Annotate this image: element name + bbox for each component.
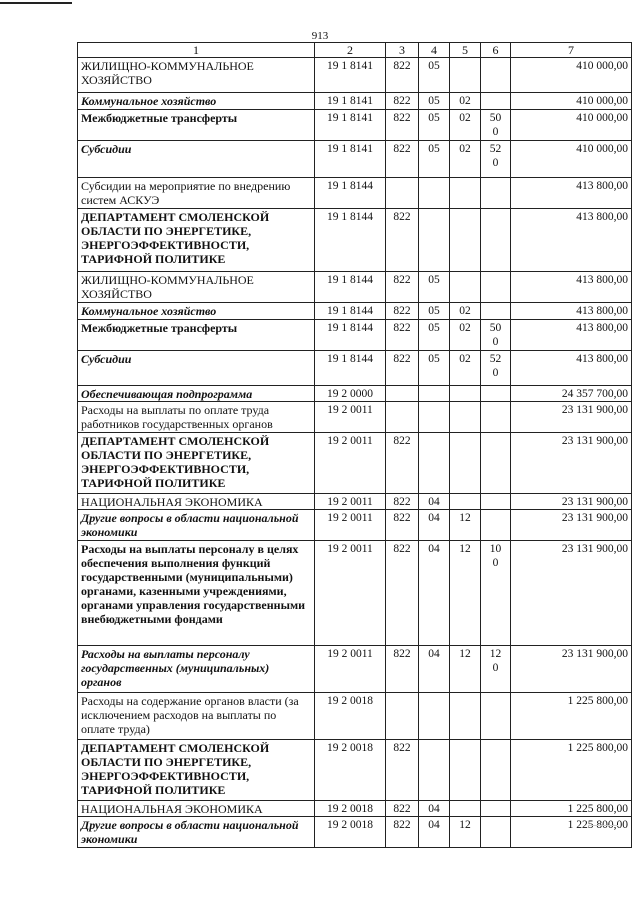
top-rule bbox=[0, 2, 72, 4]
amount-cell: 1 225 800,00 bbox=[511, 801, 632, 817]
target-article-cell: 19 2 0011 bbox=[315, 541, 386, 646]
subsection-cell: 12 bbox=[450, 646, 481, 693]
row-name-cell: Расходы на выплаты персоналу государственных (муниципальных) органов bbox=[78, 646, 315, 693]
table-row bbox=[78, 693, 632, 740]
ministry-code-cell: 822 bbox=[386, 646, 419, 693]
expense-type-cell: 50 0 bbox=[481, 110, 511, 141]
subsection-cell bbox=[450, 433, 481, 494]
table-row bbox=[78, 93, 632, 110]
amount-cell: 1 225 800,00 bbox=[511, 817, 632, 848]
subsection-cell: 02 bbox=[450, 303, 481, 320]
section-cell bbox=[419, 740, 450, 801]
subsection-cell: 02 bbox=[450, 93, 481, 110]
ministry-code-cell: 822 bbox=[386, 93, 419, 110]
column-header: 2 bbox=[315, 43, 386, 58]
table-row bbox=[78, 386, 632, 402]
subsection-cell bbox=[450, 386, 481, 402]
expense-type-cell bbox=[481, 272, 511, 303]
subsection-cell: 02 bbox=[450, 141, 481, 178]
row-name-cell: Коммунальное хозяйство bbox=[78, 303, 315, 320]
table-row bbox=[78, 110, 632, 141]
subsection-cell bbox=[450, 740, 481, 801]
expense-type-cell: 50 0 bbox=[481, 320, 511, 351]
ministry-code-cell: 822 bbox=[386, 141, 419, 178]
amount-cell: 410 000,00 bbox=[511, 110, 632, 141]
subsection-cell bbox=[450, 178, 481, 209]
target-article-cell: 19 2 0011 bbox=[315, 510, 386, 541]
table-row bbox=[78, 58, 632, 93]
section-cell: 05 bbox=[419, 272, 450, 303]
target-article-cell: 19 1 8141 bbox=[315, 141, 386, 178]
section-cell bbox=[419, 402, 450, 433]
ministry-code-cell: 822 bbox=[386, 303, 419, 320]
row-name-cell: Субсидии bbox=[78, 351, 315, 386]
expense-type-cell bbox=[481, 93, 511, 110]
page-number: 913 bbox=[311, 30, 329, 42]
section-cell bbox=[419, 693, 450, 740]
subsection-cell: 02 bbox=[450, 320, 481, 351]
row-name-cell: Субсидии на мероприятие по внедрению систем АСКУЭ bbox=[78, 178, 315, 209]
row-name-cell: ЖИЛИЩНО-КОММУНАЛЬНОЕ ХОЗЯЙСТВО bbox=[78, 272, 315, 303]
expense-type-cell bbox=[481, 58, 511, 93]
ministry-code-cell bbox=[386, 386, 419, 402]
ministry-code-cell: 822 bbox=[386, 740, 419, 801]
target-article-cell: 19 2 0011 bbox=[315, 494, 386, 510]
expense-type-cell bbox=[481, 494, 511, 510]
amount-cell: 413 800,00 bbox=[511, 209, 632, 272]
ministry-code-cell: 822 bbox=[386, 510, 419, 541]
target-article-cell: 19 2 0018 bbox=[315, 740, 386, 801]
section-cell: 05 bbox=[419, 93, 450, 110]
subsection-cell bbox=[450, 402, 481, 433]
section-cell: 04 bbox=[419, 510, 450, 541]
expense-type-cell: 52 0 bbox=[481, 351, 511, 386]
target-article-cell: 19 1 8141 bbox=[315, 93, 386, 110]
column-header: 6 bbox=[481, 43, 511, 58]
target-article-cell: 19 2 0018 bbox=[315, 801, 386, 817]
target-article-cell: 19 2 0018 bbox=[315, 817, 386, 848]
amount-cell: 410 000,00 bbox=[511, 141, 632, 178]
target-article-cell: 19 1 8144 bbox=[315, 351, 386, 386]
row-name-cell: Субсидии bbox=[78, 141, 315, 178]
row-name-cell: НАЦИОНАЛЬНАЯ ЭКОНОМИКА bbox=[78, 494, 315, 510]
target-article-cell: 19 2 0011 bbox=[315, 402, 386, 433]
amount-cell: 24 357 700,00 bbox=[511, 386, 632, 402]
ministry-code-cell: 822 bbox=[386, 58, 419, 93]
row-name-cell: Расходы на выплаты персоналу в целях обеспечения выполнения функций государственными (муниципальными) органами, казенными учреждениями, органами управления государственными внебюджетными фондами bbox=[78, 541, 315, 646]
column-header: 4 bbox=[419, 43, 450, 58]
row-name-cell: ДЕПАРТАМЕНТ СМОЛЕНСКОЙ ОБЛАСТИ ПО ЭНЕРГЕТИКЕ, ЭНЕРГОЭФФЕКТИВНОСТИ, ТАРИФНОЙ ПОЛИТИКЕ bbox=[78, 209, 315, 272]
amount-cell: 410 000,00 bbox=[511, 58, 632, 93]
row-name-cell: Другие вопросы в области национальной экономики bbox=[78, 817, 315, 848]
table-row bbox=[78, 740, 632, 801]
amount-cell: 23 131 900,00 bbox=[511, 402, 632, 433]
row-name-cell: Обеспечивающая подпрограмма bbox=[78, 386, 315, 402]
expense-type-cell bbox=[481, 801, 511, 817]
amount-cell: 413 800,00 bbox=[511, 303, 632, 320]
subsection-cell bbox=[450, 494, 481, 510]
amount-cell: 413 800,00 bbox=[511, 320, 632, 351]
subsection-cell bbox=[450, 272, 481, 303]
ministry-code-cell: 822 bbox=[386, 320, 419, 351]
table-row bbox=[78, 817, 632, 848]
amount-cell: 413 800,00 bbox=[511, 272, 632, 303]
amount-cell: 1 225 800,00 bbox=[511, 693, 632, 740]
expense-type-cell bbox=[481, 433, 511, 494]
target-article-cell: 19 1 8144 bbox=[315, 272, 386, 303]
amount-cell: 23 131 900,00 bbox=[511, 433, 632, 494]
expense-type-cell: 10 0 bbox=[481, 541, 511, 646]
amount-cell: 23 131 900,00 bbox=[511, 494, 632, 510]
row-name-cell: ЖИЛИЩНО-КОММУНАЛЬНОЕ ХОЗЯЙСТВО bbox=[78, 58, 315, 93]
ministry-code-cell: 822 bbox=[386, 433, 419, 494]
subsection-cell: 02 bbox=[450, 351, 481, 386]
table-row bbox=[78, 320, 632, 351]
table-row bbox=[78, 494, 632, 510]
section-cell: 05 bbox=[419, 110, 450, 141]
expense-type-cell bbox=[481, 693, 511, 740]
section-cell: 04 bbox=[419, 817, 450, 848]
expense-type-cell: 52 0 bbox=[481, 141, 511, 178]
subsection-cell bbox=[450, 209, 481, 272]
ministry-code-cell: 822 bbox=[386, 110, 419, 141]
budget-table bbox=[77, 42, 632, 848]
section-cell: 04 bbox=[419, 646, 450, 693]
subsection-cell bbox=[450, 801, 481, 817]
section-cell: 05 bbox=[419, 303, 450, 320]
ministry-code-cell bbox=[386, 402, 419, 433]
subsection-cell: 12 bbox=[450, 510, 481, 541]
target-article-cell: 19 2 0000 bbox=[315, 386, 386, 402]
ministry-code-cell: 822 bbox=[386, 541, 419, 646]
table-row bbox=[78, 801, 632, 817]
section-cell: 05 bbox=[419, 141, 450, 178]
ministry-code-cell: 822 bbox=[386, 209, 419, 272]
row-name-cell: Коммунальное хозяйство bbox=[78, 93, 315, 110]
column-header: 1 bbox=[78, 43, 315, 58]
ministry-code-cell: 822 bbox=[386, 351, 419, 386]
table-row bbox=[78, 303, 632, 320]
table-row bbox=[78, 209, 632, 272]
ministry-code-cell: 822 bbox=[386, 272, 419, 303]
section-cell: 04 bbox=[419, 494, 450, 510]
amount-cell: 413 800,00 bbox=[511, 351, 632, 386]
target-article-cell: 19 1 8141 bbox=[315, 58, 386, 93]
amount-cell: 1 225 800,00 bbox=[511, 740, 632, 801]
section-cell bbox=[419, 386, 450, 402]
table-row bbox=[78, 272, 632, 303]
ministry-code-cell bbox=[386, 693, 419, 740]
expense-type-cell bbox=[481, 817, 511, 848]
target-article-cell: 19 2 0018 bbox=[315, 693, 386, 740]
table-row bbox=[78, 178, 632, 209]
subsection-cell: 02 bbox=[450, 110, 481, 141]
table-row bbox=[78, 433, 632, 494]
column-header: 5 bbox=[450, 43, 481, 58]
target-article-cell: 19 1 8144 bbox=[315, 320, 386, 351]
subsection-cell: 12 bbox=[450, 541, 481, 646]
subsection-cell bbox=[450, 58, 481, 93]
section-cell bbox=[419, 178, 450, 209]
target-article-cell: 19 1 8144 bbox=[315, 209, 386, 272]
row-name-cell: ДЕПАРТАМЕНТ СМОЛЕНСКОЙ ОБЛАСТИ ПО ЭНЕРГЕТИКЕ, ЭНЕРГОЭФФЕКТИВНОСТИ, ТАРИФНОЙ ПОЛИТИКЕ bbox=[78, 433, 315, 494]
row-name-cell: Расходы на содержание органов власти (за исключением расходов на выплаты по оплате труда) bbox=[78, 693, 315, 740]
table-row bbox=[78, 646, 632, 693]
expense-type-cell bbox=[481, 402, 511, 433]
section-cell: 04 bbox=[419, 801, 450, 817]
expense-type-cell bbox=[481, 740, 511, 801]
target-article-cell: 19 1 8141 bbox=[315, 110, 386, 141]
amount-cell: 23 131 900,00 bbox=[511, 646, 632, 693]
expense-type-cell: 12 0 bbox=[481, 646, 511, 693]
expense-type-cell bbox=[481, 510, 511, 541]
table-row bbox=[78, 402, 632, 433]
table-row bbox=[78, 541, 632, 646]
row-name-cell: Межбюджетные трансферты bbox=[78, 110, 315, 141]
column-header: 3 bbox=[386, 43, 419, 58]
expense-type-cell bbox=[481, 303, 511, 320]
row-name-cell: Другие вопросы в области национальной экономики bbox=[78, 510, 315, 541]
target-article-cell: 19 2 0011 bbox=[315, 646, 386, 693]
section-cell: 05 bbox=[419, 320, 450, 351]
ministry-code-cell: 822 bbox=[386, 817, 419, 848]
header-row bbox=[78, 43, 632, 58]
table-row bbox=[78, 510, 632, 541]
ministry-code-cell bbox=[386, 178, 419, 209]
row-name-cell: НАЦИОНАЛЬНАЯ ЭКОНОМИКА bbox=[78, 801, 315, 817]
target-article-cell: 19 1 8144 bbox=[315, 178, 386, 209]
subsection-cell: 12 bbox=[450, 817, 481, 848]
ministry-code-cell: 822 bbox=[386, 494, 419, 510]
subsection-cell bbox=[450, 693, 481, 740]
margin-mark bbox=[588, 825, 618, 826]
expense-type-cell bbox=[481, 209, 511, 272]
target-article-cell: 19 2 0011 bbox=[315, 433, 386, 494]
section-cell bbox=[419, 209, 450, 272]
amount-cell: 23 131 900,00 bbox=[511, 510, 632, 541]
amount-cell: 23 131 900,00 bbox=[511, 541, 632, 646]
section-cell bbox=[419, 433, 450, 494]
section-cell: 05 bbox=[419, 351, 450, 386]
table-body bbox=[78, 58, 632, 848]
row-name-cell: Межбюджетные трансферты bbox=[78, 320, 315, 351]
table-row bbox=[78, 141, 632, 178]
column-header: 7 bbox=[511, 43, 632, 58]
target-article-cell: 19 1 8144 bbox=[315, 303, 386, 320]
row-name-cell: ДЕПАРТАМЕНТ СМОЛЕНСКОЙ ОБЛАСТИ ПО ЭНЕРГЕТИКЕ, ЭНЕРГОЭФФЕКТИВНОСТИ, ТАРИФНОЙ ПОЛИТИКЕ bbox=[78, 740, 315, 801]
expense-type-cell bbox=[481, 178, 511, 209]
amount-cell: 410 000,00 bbox=[511, 93, 632, 110]
expense-type-cell bbox=[481, 386, 511, 402]
row-name-cell: Расходы на выплаты по оплате труда работников государственных органов bbox=[78, 402, 315, 433]
ministry-code-cell: 822 bbox=[386, 801, 419, 817]
section-cell: 05 bbox=[419, 58, 450, 93]
table-row bbox=[78, 351, 632, 386]
amount-cell: 413 800,00 bbox=[511, 178, 632, 209]
section-cell: 04 bbox=[419, 541, 450, 646]
